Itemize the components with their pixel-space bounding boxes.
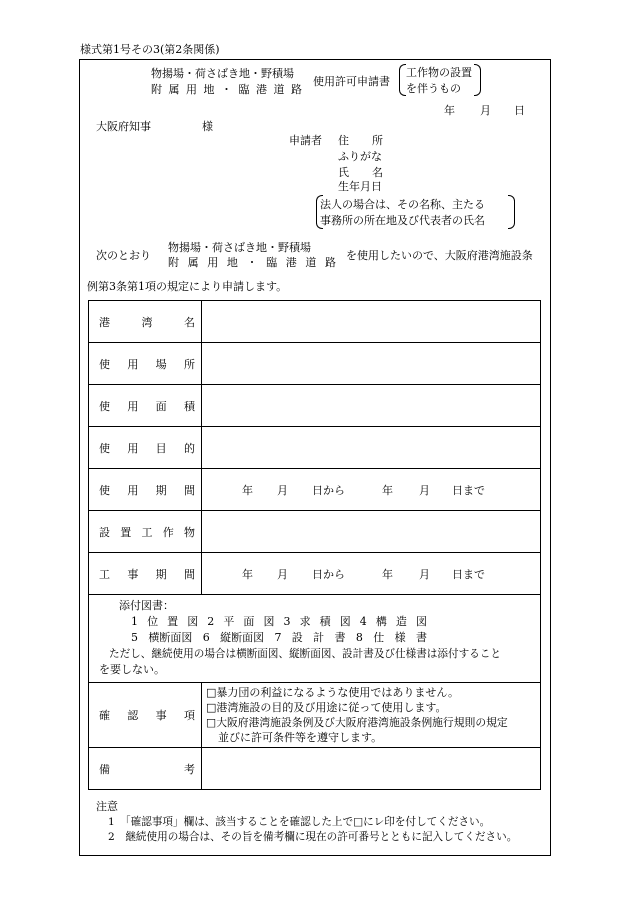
month-label: 月 — [419, 483, 430, 497]
intro-line2: 例第3条第1項の規定により申請します。 — [87, 280, 288, 293]
confirm-label — [89, 683, 202, 748]
month-label: 月 — [277, 483, 288, 497]
char: ・ — [221, 83, 232, 96]
char: 書 — [334, 631, 346, 644]
char: 書 — [415, 631, 427, 644]
header-facility-line1: 物揚場・荷さばき地・野積場 — [151, 67, 294, 80]
char: 目 — [155, 441, 167, 455]
confirm-checkbox-3-cont: 並びに許可条件等を遵守します。 — [218, 731, 383, 744]
char: 面 — [155, 399, 167, 413]
row-area — [89, 385, 541, 427]
char: 附 — [151, 83, 162, 96]
char: 用 — [127, 357, 139, 371]
char: 用 — [127, 441, 139, 455]
remarks-label — [89, 748, 202, 790]
from-label: 日から — [312, 483, 345, 497]
char: 使 — [99, 483, 110, 497]
header-bracket-line2: を伴うもの — [406, 82, 461, 95]
remarks-value-field[interactable] — [202, 748, 541, 790]
applicant-furigana-label: ふりがな — [338, 150, 382, 163]
year-label: 年 — [382, 567, 393, 581]
char: 附 — [168, 256, 179, 269]
char: 間 — [183, 567, 195, 581]
char: 道 — [305, 256, 317, 269]
char: 的 — [183, 441, 195, 455]
row-remarks — [89, 748, 541, 790]
row-period — [89, 469, 541, 511]
intro-lead: 次のとおり — [96, 249, 151, 262]
char: 地 — [203, 83, 215, 96]
char: 仕 — [373, 631, 385, 644]
char: 所 — [183, 357, 195, 371]
row-confirm — [89, 683, 541, 748]
char: 港 — [285, 256, 297, 269]
period-value-field[interactable] — [202, 469, 541, 511]
to-label: 日まで — [452, 567, 485, 581]
row-purpose — [89, 427, 541, 469]
header-facility-line2 — [151, 84, 302, 95]
date-month: 月 — [480, 104, 491, 117]
char: 3 — [283, 615, 291, 628]
char: 属 — [187, 256, 199, 269]
bracket-right — [474, 64, 481, 96]
note-2: 2 継続使用の場合は、その旨を備考欄に現在の許可番号とともに記入してください。 — [108, 831, 518, 843]
structure-value-field[interactable] — [202, 511, 541, 553]
char: 1 — [131, 615, 138, 628]
char: 間 — [183, 483, 195, 497]
intro-facility-line1: 物揚場・荷さばき地・野積場 — [168, 241, 311, 254]
to-label: 日まで — [452, 483, 485, 497]
char: 用 — [186, 83, 197, 96]
char: 事 — [127, 567, 139, 581]
date-day: 日 — [514, 104, 525, 117]
char: 路 — [325, 256, 336, 269]
char: 考 — [184, 762, 195, 776]
from-label: 日から — [312, 567, 345, 581]
structure-label — [89, 511, 202, 553]
intro-facility-line2 — [168, 257, 336, 268]
char: 平 — [223, 615, 235, 628]
purpose-value-field[interactable] — [202, 427, 541, 469]
char: 港 — [256, 83, 267, 96]
char: 求 — [299, 615, 311, 628]
char: 8 — [355, 631, 363, 644]
char: 置 — [120, 525, 132, 539]
char: 項 — [183, 709, 195, 722]
row-structure — [89, 511, 541, 553]
form-title: 使用許可申請書 — [313, 75, 390, 88]
month-label: 月 — [419, 567, 430, 581]
char: 路 — [291, 83, 302, 96]
char: 縦断面図 — [220, 631, 265, 644]
char: 図 — [263, 615, 275, 628]
char: 用 — [127, 399, 139, 413]
char: 6 — [202, 631, 210, 644]
char: 様 — [394, 631, 406, 644]
addressee-honorific: 様 — [202, 120, 213, 133]
attachments-note-line1: ただし、継続使用の場合は横断面図、縦断面図、設計書及び仕様書は添付すること — [109, 648, 501, 660]
char: 臨 — [238, 83, 250, 96]
attachments-row2 — [99, 630, 427, 646]
attachments-note-line2: を要しない。 — [99, 663, 165, 676]
char: 使 — [99, 399, 110, 413]
confirm-items — [202, 683, 541, 748]
row-construction — [89, 553, 541, 595]
char: ・ — [246, 256, 258, 269]
attachments-heading: 添付図書： — [119, 599, 174, 612]
purpose-label — [89, 427, 202, 469]
confirm-checkbox-2[interactable]: □港湾施設の目的及び用途に従って使用します。 — [206, 701, 447, 714]
char: 作 — [162, 525, 174, 539]
char: 備 — [99, 762, 110, 776]
char: 設 — [99, 525, 110, 539]
char: 5 — [131, 631, 138, 644]
char: 工 — [141, 525, 153, 539]
notes-heading: 注意 — [96, 800, 118, 813]
year-label: 年 — [382, 483, 393, 497]
char: 住 — [338, 134, 349, 147]
year-label: 年 — [242, 483, 253, 497]
char: 2 — [207, 615, 215, 628]
char: 地 — [226, 256, 238, 269]
location-value-field[interactable] — [202, 343, 541, 385]
row-location — [89, 343, 541, 385]
char: 物 — [184, 525, 195, 539]
char: 図 — [339, 615, 351, 628]
note-1: 1 「確認事項」欄は、該当することを確認した上で□にレ印を付してください。 — [108, 816, 491, 828]
bracket-right — [508, 195, 515, 229]
char: 名 — [184, 315, 195, 329]
confirm-checkbox-3[interactable]: □大阪府港湾施設条例及び大阪府港湾施設条例施行規則の規定 — [206, 716, 508, 729]
area-label — [89, 385, 202, 427]
application-table — [88, 300, 541, 790]
construction-label — [89, 553, 202, 595]
period-label — [89, 469, 202, 511]
char: 置 — [167, 615, 179, 628]
char: 港 — [99, 315, 110, 329]
char: 期 — [155, 483, 167, 497]
char: 使 — [99, 357, 110, 371]
bracket-left — [399, 64, 406, 96]
char: 確 — [99, 709, 110, 722]
char: 場 — [155, 357, 167, 371]
char: 計 — [313, 631, 325, 644]
char: 属 — [168, 83, 180, 96]
char: 工 — [99, 567, 110, 581]
char: 認 — [127, 709, 139, 722]
date-year: 年 — [444, 104, 455, 117]
char: 位 — [147, 615, 159, 628]
header-bracket-line1: 工作物の設置 — [406, 66, 472, 79]
char: 造 — [395, 615, 407, 628]
char: 積 — [183, 399, 195, 413]
char: 臨 — [266, 256, 278, 269]
char: 面 — [243, 615, 255, 628]
attachments-row1 — [99, 614, 427, 630]
form-id: 様式第1号その3(第2条関係) — [80, 43, 220, 56]
char: 図 — [187, 615, 199, 628]
corp-note-line1: 法人の場合は、その名称、主たる — [320, 198, 485, 211]
char: 4 — [359, 615, 367, 628]
char: 用 — [127, 483, 139, 497]
area-value-field[interactable] — [202, 385, 541, 427]
char: 使 — [99, 441, 110, 455]
corp-note-line2: 事務所の所在地及び代表者の氏名 — [320, 214, 485, 227]
applicant-name-label — [338, 167, 383, 178]
attachments-cell — [89, 595, 541, 683]
char: 名 — [372, 166, 383, 179]
port-value-field[interactable] — [202, 301, 541, 343]
construction-value-field[interactable] — [202, 553, 541, 595]
location-label — [89, 343, 202, 385]
port-label — [89, 301, 202, 343]
intro-tail: を使用したいので、大阪府港湾施設条 — [346, 249, 533, 262]
char: 湾 — [141, 315, 153, 329]
char: 道 — [273, 83, 285, 96]
applicant-address-label — [338, 135, 383, 146]
char: 期 — [155, 567, 167, 581]
char: 7 — [274, 631, 282, 644]
char: 横断面図 — [148, 631, 193, 644]
row-attachments — [89, 595, 541, 683]
applicant-birthdate-label: 生年月日 — [338, 180, 382, 193]
addressee-name: 大阪府知事 — [96, 120, 151, 133]
month-label: 月 — [277, 567, 288, 581]
char: 用 — [207, 256, 219, 269]
char: 積 — [319, 615, 331, 628]
confirm-checkbox-1[interactable]: □暴力団の利益になるような使用ではありません。 — [206, 686, 460, 699]
char: 図 — [415, 615, 427, 628]
char: 設 — [291, 631, 303, 644]
char: 所 — [372, 134, 383, 147]
char: 構 — [375, 615, 387, 628]
char: 氏 — [338, 166, 349, 179]
applicant-label: 申請者 — [289, 134, 322, 147]
char: 事 — [155, 709, 167, 722]
year-label: 年 — [242, 567, 253, 581]
row-port — [89, 301, 541, 343]
